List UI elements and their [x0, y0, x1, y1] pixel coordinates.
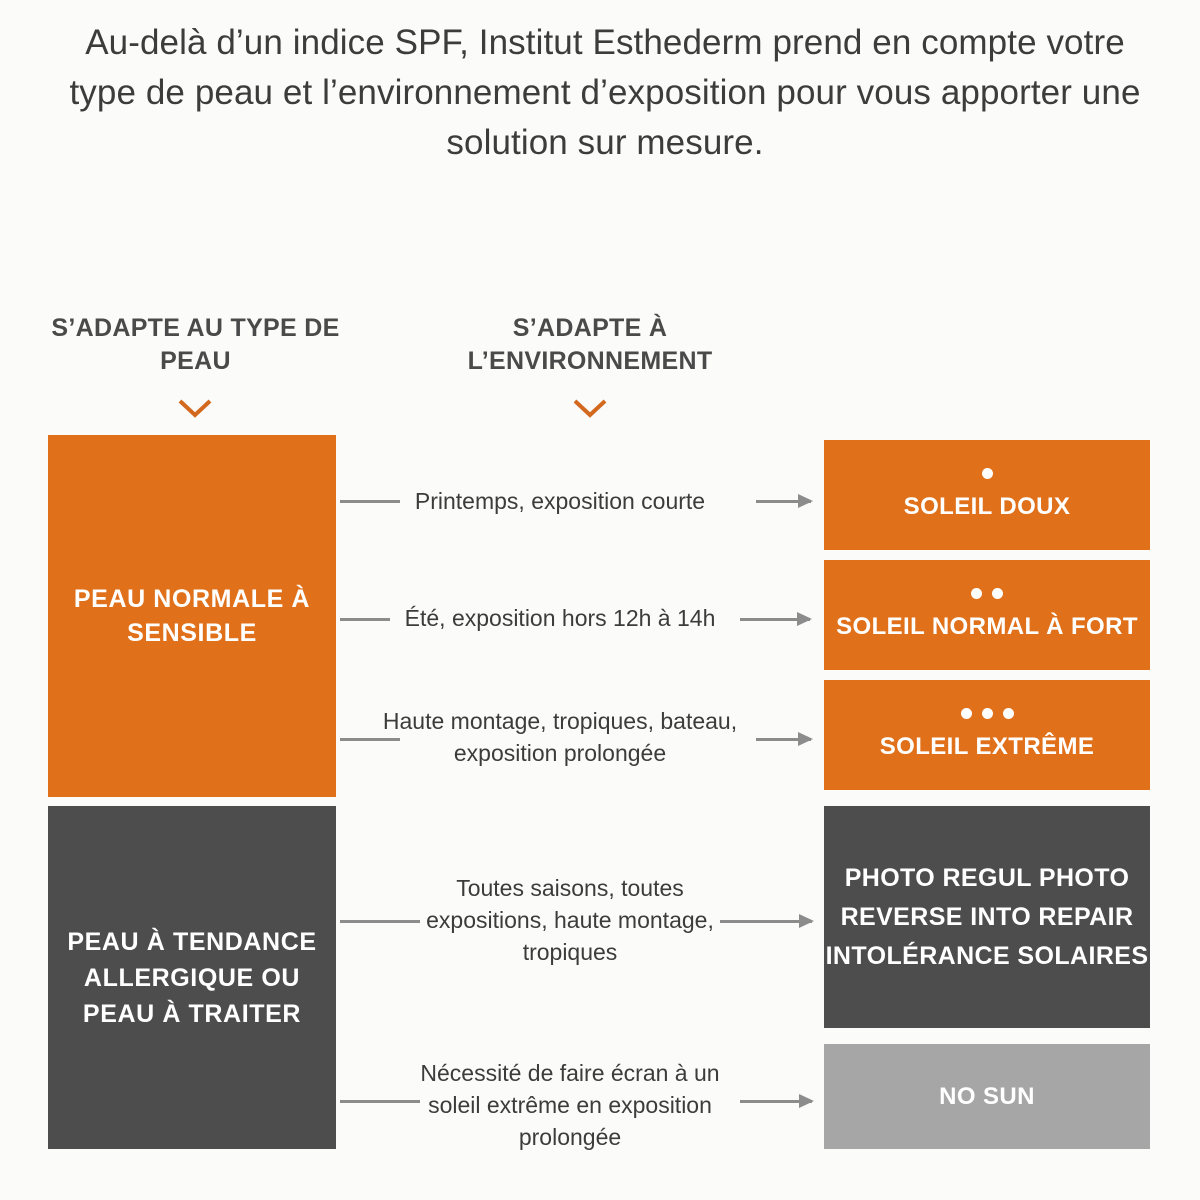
skin-type-box-allergic: [48, 806, 336, 1149]
condition-text-2: Été, exposition hors 12h à 14h: [404, 605, 716, 631]
skin-type-box-normal: [48, 435, 336, 797]
condition-text-1: Printemps, exposition courte: [414, 488, 706, 514]
connector-line-1: [340, 500, 400, 503]
result-box-soleil-extreme: [824, 680, 1150, 790]
result-box-soleil-doux: [824, 440, 1150, 550]
dot-icon: [992, 588, 1003, 599]
arrow-right-icon: [720, 920, 812, 923]
arrow-right-icon: [756, 500, 811, 503]
condition-text-3: Haute montage, tropiques, bateau, exposition prolongée: [382, 708, 738, 766]
result-label: SOLEIL EXTRÊME: [879, 732, 1095, 760]
intensity-dots: [982, 468, 993, 479]
chevron-down-icon: [573, 398, 607, 418]
dot-icon: [971, 588, 982, 599]
result-label: SOLEIL NORMAL À FORT: [836, 612, 1138, 640]
result-label: NO SUN: [939, 1082, 1035, 1110]
skin-type-label: PEAU NORMALE À SENSIBLE: [73, 585, 311, 647]
dot-icon: [982, 708, 993, 719]
column-header-environment: S’ADAPTE À L’ENVIRONNEMENT: [467, 314, 713, 375]
arrow-right-icon: [740, 618, 810, 621]
arrow-right-icon: [740, 1100, 812, 1103]
intro-paragraph: Au-delà d’un indice SPF, Institut Esthederm prend en compte votre type de peau et l’environnement d’exposition pour vous apporter une solution sur mesure.: [69, 23, 1141, 162]
connector-line-2: [340, 618, 390, 621]
dot-icon: [961, 708, 972, 719]
dot-icon: [1003, 708, 1014, 719]
column-header-skin: S’ADAPTE AU TYPE DE PEAU: [51, 314, 340, 375]
chevron-down-icon: [178, 398, 212, 418]
condition-text-5: Nécessité de faire écran à un soleil extrême en exposition prolongée: [420, 1060, 720, 1150]
result-box-soleil-normal-fort: [824, 560, 1150, 670]
result-box-photo-products: [824, 806, 1150, 1028]
result-box-no-sun: [824, 1044, 1150, 1149]
condition-text-4: Toutes saisons, toutes expositions, haute montage, tropiques: [426, 875, 714, 965]
connector-line-5: [340, 1100, 420, 1103]
intensity-dots: [961, 708, 1014, 719]
skin-type-label: PEAU À TENDANCE ALLERGIQUE OU PEAU À TRAITER: [67, 927, 317, 1028]
intensity-dots: [971, 588, 1003, 599]
connector-line-4: [340, 920, 420, 923]
arrow-right-icon: [756, 738, 811, 741]
result-label: PHOTO REGUL PHOTO REVERSE INTO REPAIR INTOLÉRANCE SOLAIRES: [825, 863, 1149, 970]
dot-icon: [982, 468, 993, 479]
connector-line-3: [340, 738, 400, 741]
result-label: SOLEIL DOUX: [903, 492, 1071, 520]
